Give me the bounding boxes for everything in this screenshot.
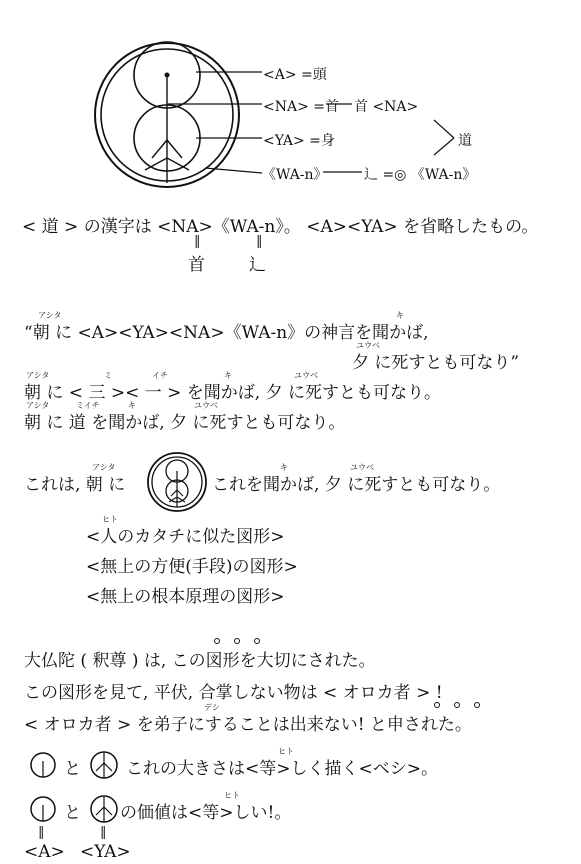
list-item: <無上の方便(手段)の図形>	[86, 557, 298, 577]
body-circle-icon	[90, 795, 118, 823]
san-ichi-line: 朝 に < 三 >< 一 > を聞かば, 夕 に死すとも可なり。	[24, 383, 442, 403]
ruby-ki: キ	[128, 401, 136, 410]
ruby-yube: ユウベ	[356, 341, 380, 350]
ruby-asa: アシタ	[26, 371, 50, 380]
ruby-asa: アシタ	[92, 463, 116, 472]
paragraph-line-1: 大仏陀 ( 釈尊 ) は, この図形を大切にされた。	[24, 651, 376, 671]
ruby-ki: キ	[280, 463, 288, 472]
emphasis-dot	[254, 638, 260, 644]
emphasis-dot	[474, 702, 480, 708]
emphasis-dot	[214, 638, 220, 644]
label-wan-left: 《WA-n》	[262, 167, 328, 183]
ruby-asa: アシタ	[38, 311, 62, 320]
ruby-hito: ヒト	[224, 791, 240, 800]
ruby-yube: ユウベ	[194, 401, 218, 410]
ruby-hito: ヒト	[278, 747, 294, 756]
ruby-ichi: イチ	[152, 371, 168, 380]
equals-mark: ‖	[38, 825, 45, 840]
kanji-explanation-line: < 道 > の漢字は <NA>《WA-n》。 <A><YA> を省略したもの。	[22, 217, 539, 237]
ruby-michi: ミイチ	[76, 401, 100, 410]
label-michi: 道	[458, 133, 472, 149]
equals-mark: ‖	[194, 234, 201, 249]
ruby-yube: ユウベ	[350, 463, 374, 472]
emphasis-dot	[454, 702, 460, 708]
to-connector: と	[64, 803, 81, 823]
kore-line-left: これは, 朝 に	[24, 475, 126, 495]
bottom-label-a: <A>	[24, 842, 65, 862]
ruby-hito: ヒト	[102, 515, 118, 524]
body-circle-icon	[90, 751, 118, 779]
label-ya-body: <YA> =身	[263, 133, 335, 149]
under-na-kanji: 首	[188, 255, 205, 275]
list-item: <無上の根本原理の図形>	[86, 587, 285, 607]
emphasis-dot	[234, 638, 240, 644]
ruby-ki: キ	[396, 311, 404, 320]
under-wan-kanji: ⻌	[249, 255, 266, 275]
value-line-text: の価値は<等>しい!。	[120, 803, 292, 823]
to-connector: と	[64, 759, 81, 779]
label-na-neck: <NA> =首	[263, 99, 340, 115]
ruby-ki: キ	[224, 371, 232, 380]
emphasis-dot	[434, 702, 440, 708]
label-a-head: <A> =頭	[263, 67, 327, 83]
size-line-text: これの大きさは<等>しく描く<ベシ>。	[126, 759, 438, 779]
label-wan-right: ⻌ =◎ 《WA-n》	[364, 167, 477, 183]
ruby-asa: アシタ	[26, 401, 50, 410]
head-circle-icon	[30, 796, 56, 822]
equals-mark: ‖	[256, 234, 263, 249]
quote-line-1: “朝 に <A><YA><NA>《WA-n》の神言を聞かば,	[24, 323, 429, 343]
paragraph-line-3: < オロカ者 > を弟子にすることは出来ない! と申された。	[24, 715, 472, 735]
michi-line: 朝 に 道 を聞かば, 夕 に死すとも可なり。	[24, 413, 346, 433]
human-figure-icon	[147, 452, 207, 512]
bottom-label-ya: <YA>	[80, 842, 131, 862]
ruby-mi: ミ	[104, 371, 112, 380]
head-circle-icon	[30, 752, 56, 778]
kore-line-right: これを聞かば, 夕 に死すとも可なり。	[212, 475, 501, 495]
paragraph-line-2: この図形を見て, 平伏, 合掌しない物は < オロカ者 > !	[24, 683, 443, 703]
label-na-right: 首 <NA>	[354, 99, 419, 115]
ruby-deshi: デシ	[204, 703, 220, 712]
quote-line-2: 夕 に死すとも可なり”	[352, 353, 520, 373]
ruby-yube: ユウベ	[294, 371, 318, 380]
list-item: <人のカタチに似た図形>	[86, 527, 285, 547]
equals-mark: ‖	[100, 825, 107, 840]
